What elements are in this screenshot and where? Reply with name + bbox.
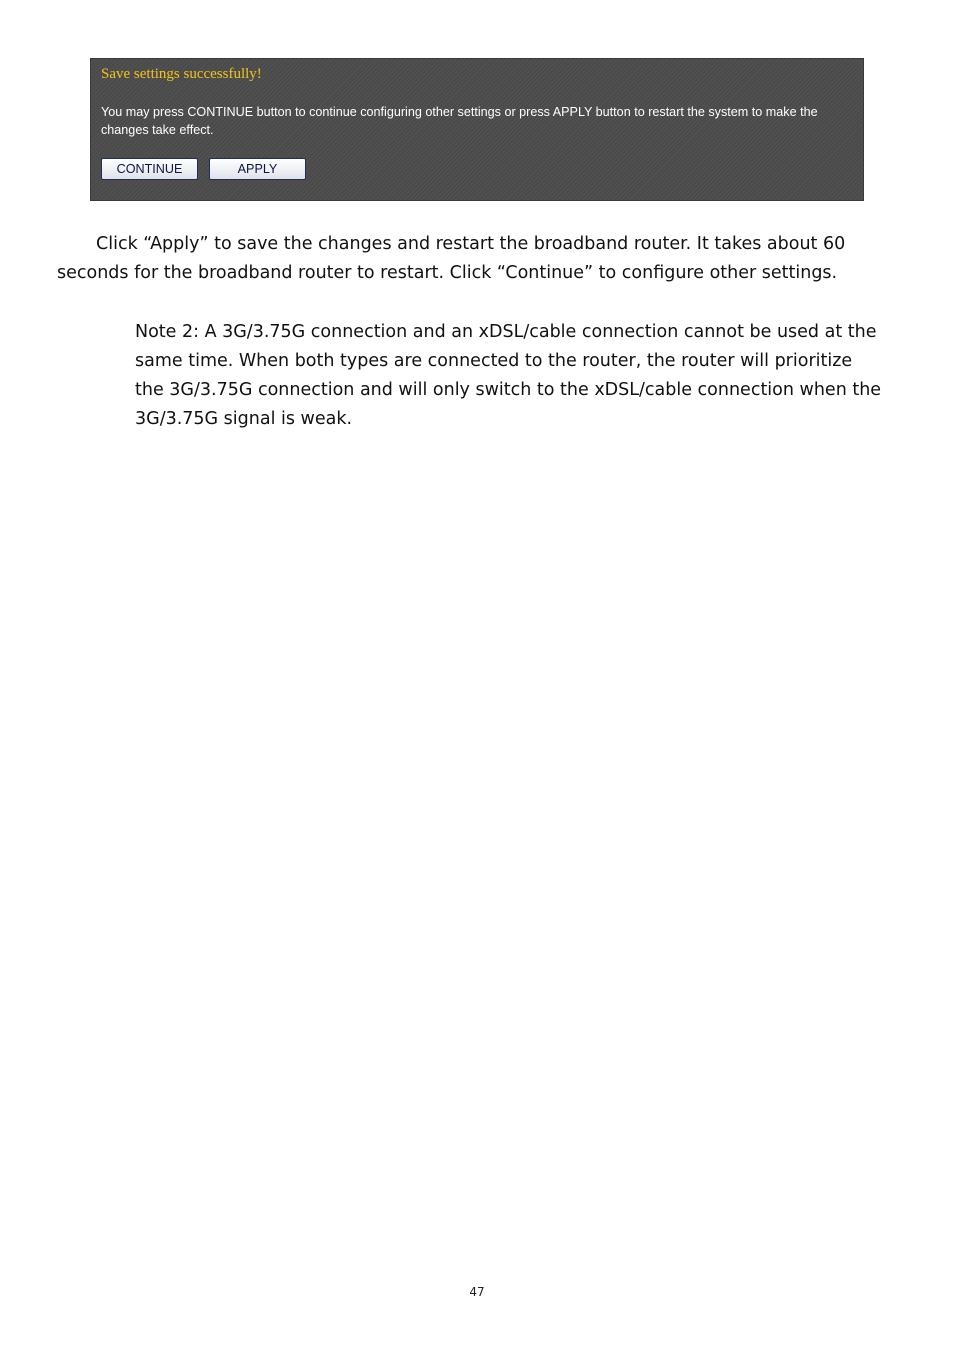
dialog-title: Save settings successfully! bbox=[101, 66, 262, 82]
continue-button[interactable]: CONTINUE bbox=[101, 158, 198, 180]
note-2-paragraph: Note 2: A 3G/3.75G connection and an xDSL/cable connection cannot be used at the same time. When both types are connected to the router, the router will prioritize the 3G/3.75G connection and will only switch to the xDSL/cable connection when the 3G/3.75G signal is weak. bbox=[135, 322, 882, 429]
page-number: 47 bbox=[469, 1285, 485, 1299]
save-success-dialog bbox=[90, 58, 864, 201]
dialog-message: You may press CONTINUE button to continue configuring other settings or press APPLY button to restart the system to make the changes take effect. bbox=[101, 105, 818, 137]
apply-button[interactable]: APPLY bbox=[209, 158, 306, 180]
apply-instructions-paragraph: Click “Apply” to save the changes and restart the broadband router. It takes about 60 seconds for the broadband router to restart. Click “Continue” to configure other settings. bbox=[57, 234, 846, 283]
